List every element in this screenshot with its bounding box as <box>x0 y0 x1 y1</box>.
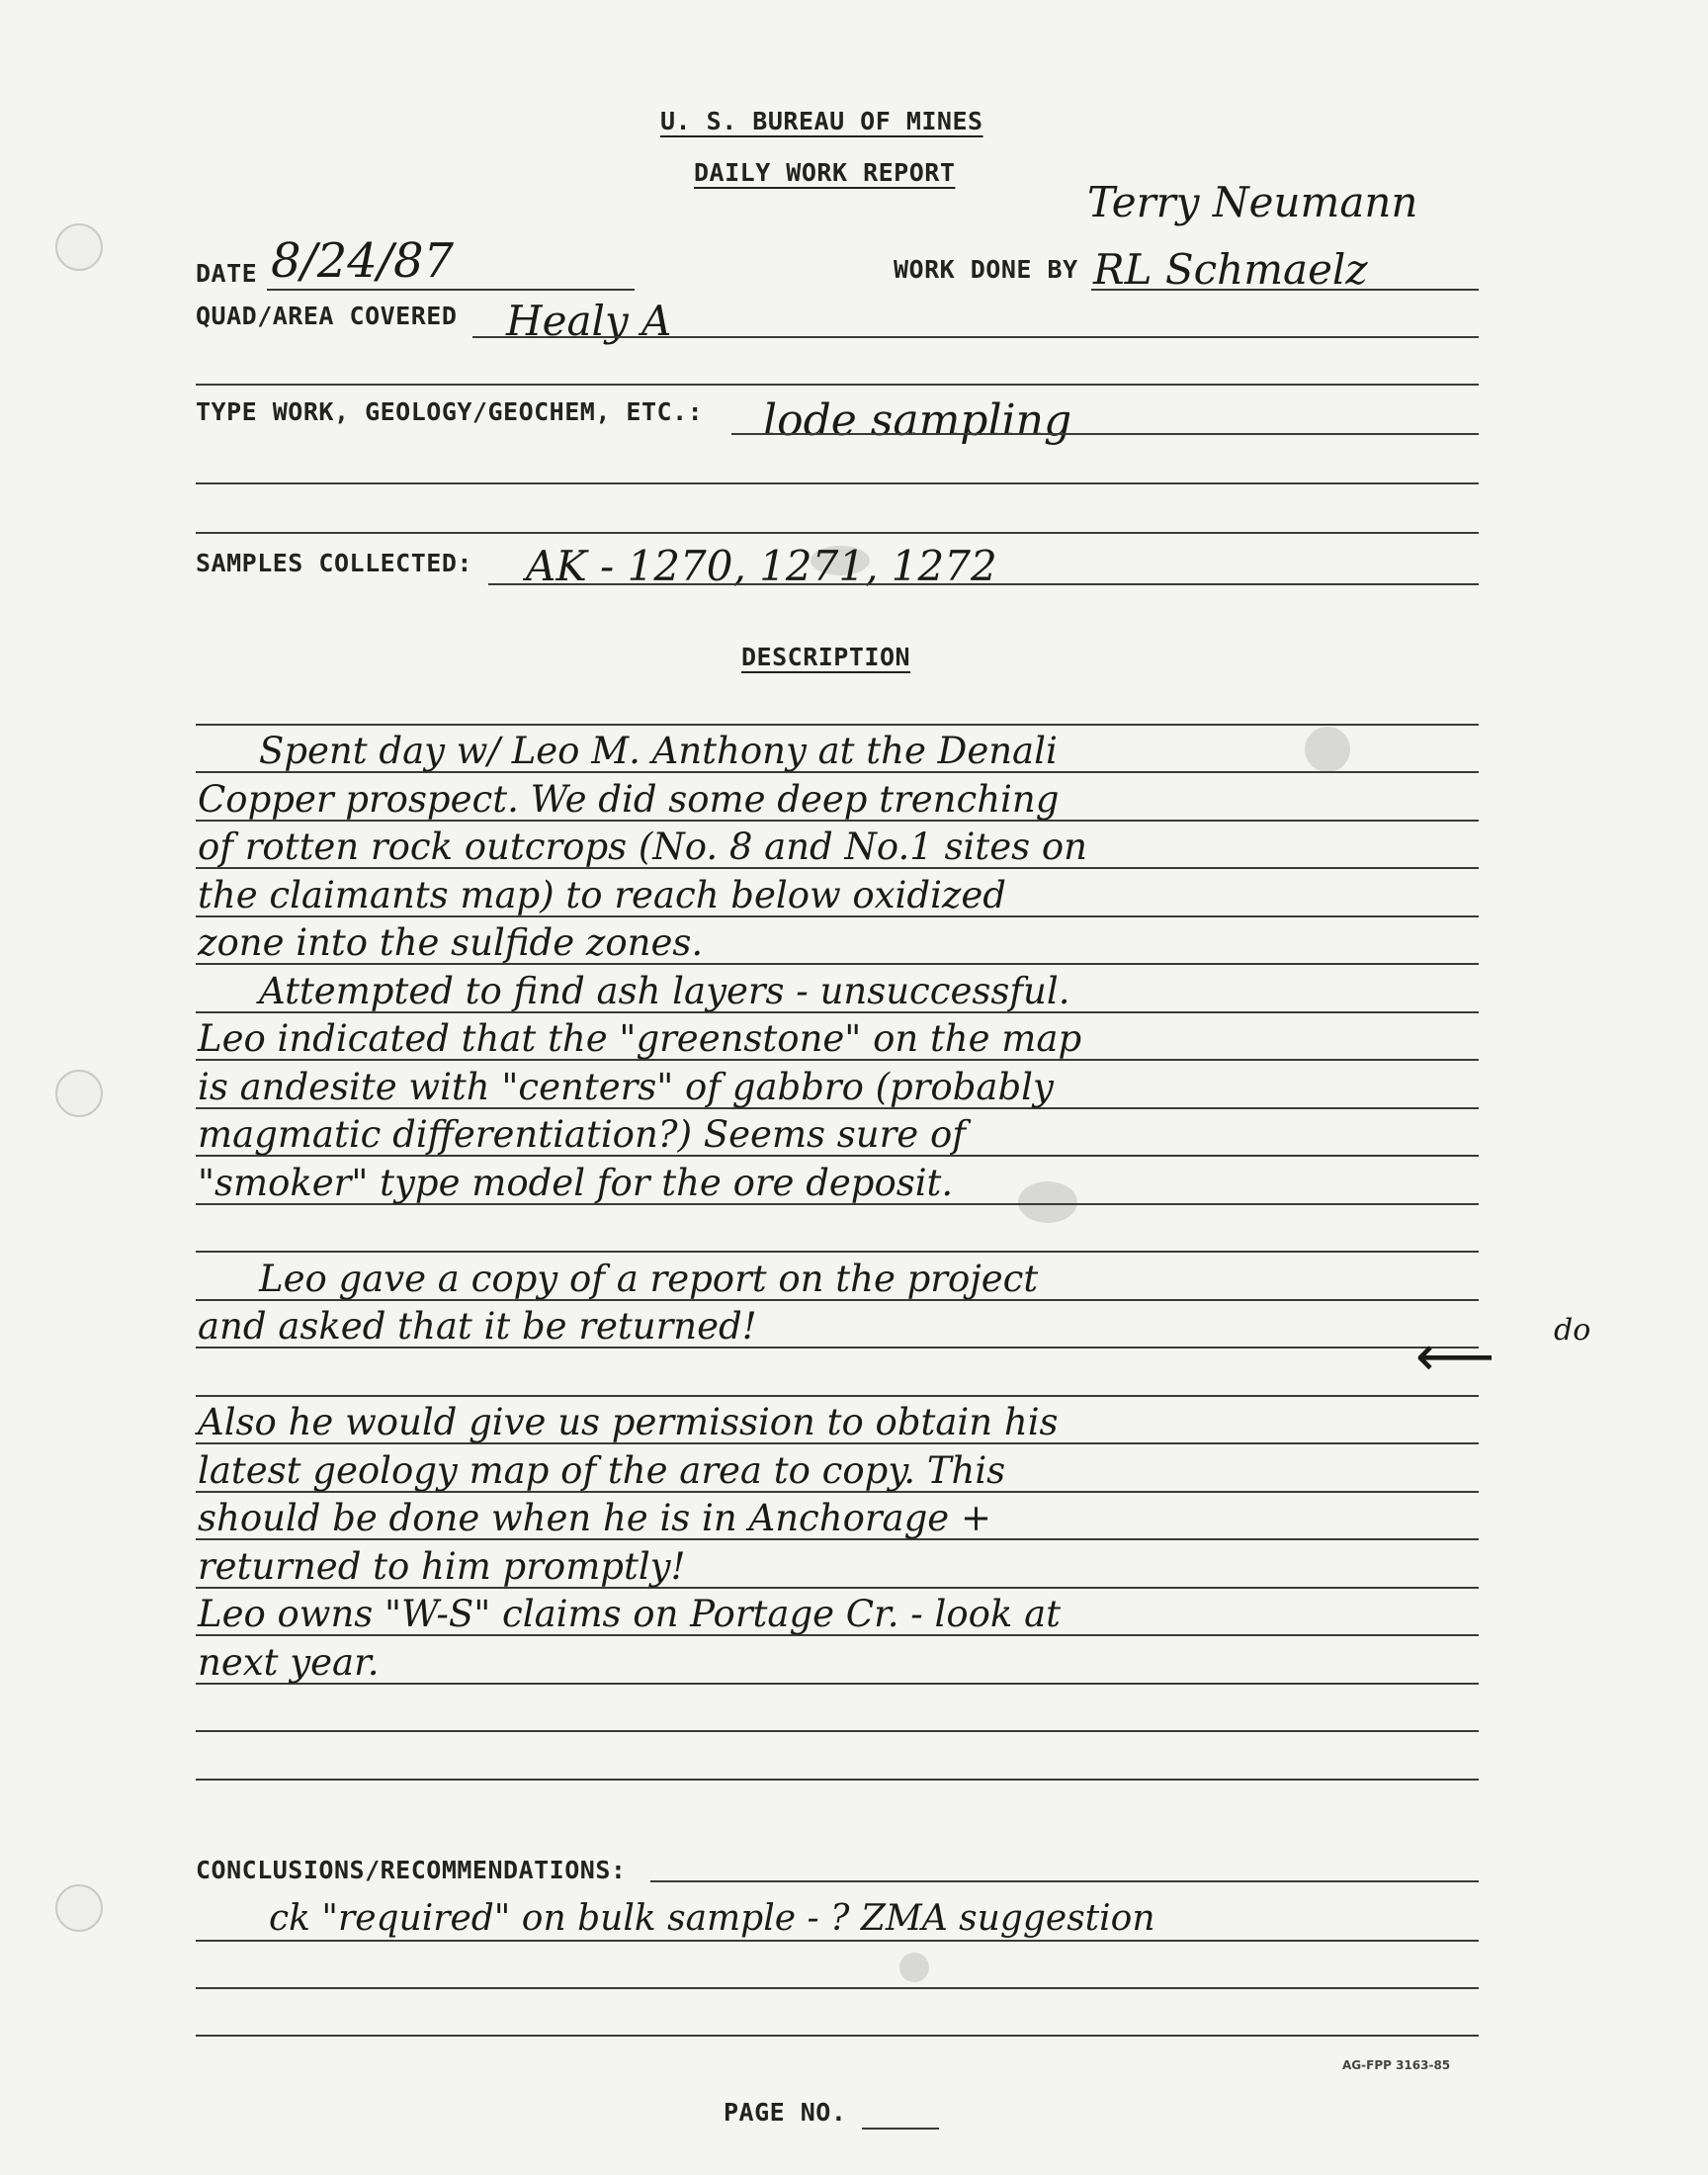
description-rule <box>196 1251 1479 1253</box>
work-done-by-name-2: RL Schmaelz <box>1093 245 1368 294</box>
description-line: Leo owns "W-S" claims on Portage Cr. - look at <box>198 1593 1062 1635</box>
description-heading: DESCRIPTION <box>741 643 911 671</box>
description-line: is andesite with "centers" of gabbro (probably <box>198 1066 1054 1108</box>
punch-hole-middle <box>55 1070 103 1117</box>
blank-line <box>196 724 1479 726</box>
description-line: "smoker" type model for the ore deposit. <box>198 1162 954 1204</box>
samples-label: SAMPLES COLLECTED: <box>196 549 472 577</box>
coffee-stain <box>1305 727 1350 772</box>
blank-line <box>196 482 1479 484</box>
conclusions-label: CONCLUSIONS/RECOMMENDATIONS: <box>196 1856 627 1884</box>
samples-line <box>488 583 1479 585</box>
work-done-by-label: WORK DONE BY <box>894 255 1078 284</box>
blank-line <box>196 532 1479 534</box>
description-line: Copper prospect. We did some deep trenching <box>198 778 1060 821</box>
form-number: AG-FPP 3163-85 <box>1342 2058 1451 2072</box>
punch-hole-top <box>55 223 103 271</box>
description-line: Also he would give us permission to obtain his <box>198 1401 1059 1443</box>
samples-value: AK - 1270, 1271, 1272 <box>526 542 997 590</box>
description-line: should be done when he is in Anchorage + <box>198 1497 991 1539</box>
page-number-label: PAGE NO. <box>724 2098 847 2127</box>
description-line: next year. <box>198 1641 380 1684</box>
conclusion-line: ck "required" on bulk sample - ? ZMA suggestion <box>269 1898 1155 1939</box>
type-work-label: TYPE WORK, GEOLOGY/GEOCHEM, ETC.: <box>196 397 704 426</box>
work-done-by-name-1: Terry Neumann <box>1087 178 1418 226</box>
quad-line <box>472 336 1479 338</box>
description-line: returned to him promptly! <box>198 1545 686 1588</box>
date-value: 8/24/87 <box>271 233 455 289</box>
description-line: and asked that it be returned! <box>198 1305 757 1348</box>
description-line: magmatic differentiation?) Seems sure of <box>198 1113 966 1156</box>
date-line <box>267 289 635 291</box>
description-rule <box>196 1730 1479 1732</box>
description-line: of rotten rock outcrops (No. 8 and No.1 sites on <box>198 826 1087 868</box>
description-line: zone into the sulfide zones. <box>198 921 704 964</box>
coffee-stain <box>899 1953 929 1982</box>
description-line: Spent day w/ Leo M. Anthony at the Denali <box>259 730 1058 772</box>
description-rule <box>196 1779 1479 1781</box>
type-work-value: lode sampling <box>763 395 1072 446</box>
date-label: DATE <box>196 259 258 288</box>
conclusion-rule <box>196 1940 1479 1942</box>
page-number-line <box>862 2128 939 2130</box>
punch-hole-bottom <box>55 1884 103 1932</box>
description-line: Attempted to find ash layers - unsuccessful. <box>259 970 1070 1012</box>
agency-title: U. S. BUREAU OF MINES <box>660 107 983 135</box>
description-line: latest geology map of the area to copy. This <box>198 1449 1006 1492</box>
quad-value: Healy A <box>506 297 672 345</box>
description-line: Leo indicated that the "greenstone" on the map <box>198 1017 1082 1060</box>
description-rule <box>196 1395 1479 1397</box>
margin-arrow: ⟵ <box>1415 1325 1495 1389</box>
work-done-by-line <box>1091 289 1479 291</box>
description-line: the claimants map) to reach below oxidized <box>198 874 1006 916</box>
report-title: DAILY WORK REPORT <box>694 158 956 187</box>
quad-label: QUAD/AREA COVERED <box>196 302 458 330</box>
blank-line <box>196 384 1479 386</box>
description-rule <box>196 1683 1479 1685</box>
conclusions-line <box>650 1880 1479 1882</box>
conclusion-rule <box>196 2035 1479 2037</box>
conclusion-rule <box>196 1987 1479 1989</box>
margin-note: do <box>1554 1313 1591 1348</box>
type-work-line <box>731 433 1479 435</box>
description-line: Leo gave a copy of a report on the project <box>259 1258 1039 1300</box>
coffee-stain <box>1018 1181 1077 1223</box>
